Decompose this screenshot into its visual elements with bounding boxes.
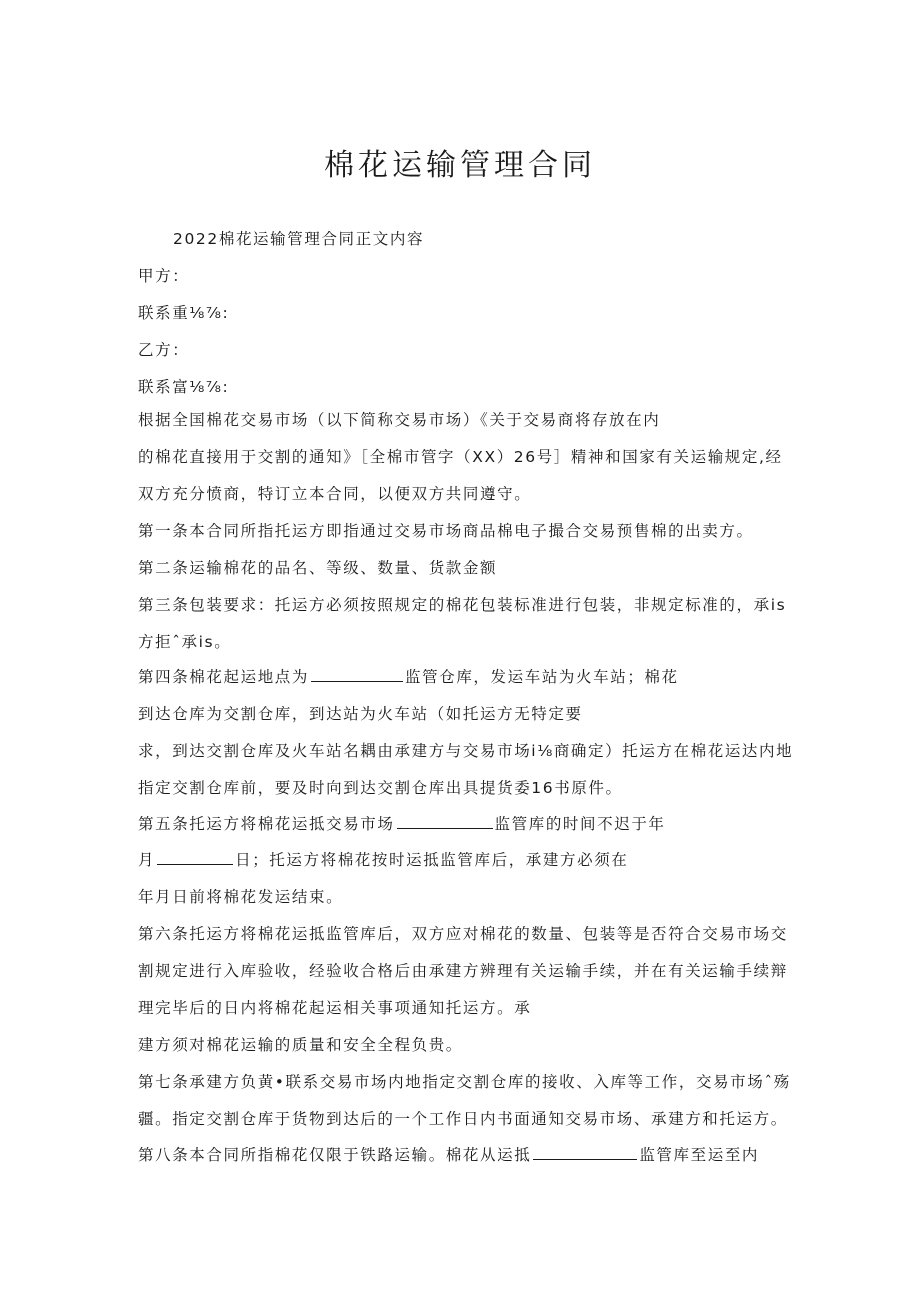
paragraph-line: 年月日前将棉花发运结束。 — [138, 888, 344, 906]
paragraph-line: 双方充分愤商，特订立本合同，以便双方共同遵守。 — [138, 485, 532, 503]
paragraph-line: 根据全国棉花交易市场（以下简称交易市场）《关于交易商将存放在内 — [138, 411, 661, 429]
article-5b-before: 月 — [138, 851, 156, 869]
article-6: 第六条托运方将棉花运抵监管库后，双方应对棉花的数量、包装等是否符合交易市场交 — [138, 925, 788, 943]
article-4 — [138, 666, 679, 688]
article-2: 第二条运输棉花的品名、等级、数量、货款金额 — [138, 559, 498, 577]
article-8-after: 监管库至运至内 — [639, 1146, 760, 1164]
document-subtitle: 2022棉花运输管理合同正文内容 — [173, 230, 425, 248]
paragraph-line: 疆。指定交割仓库于货物到达后的一个工作日内书面通知交易市场、承建方和托运方。 — [138, 1110, 788, 1128]
party-b-label: 乙方： — [138, 341, 190, 359]
paragraph-line: 到达仓库为交割仓库，到达站为火车站（如托运方无特定要 — [138, 705, 583, 723]
article-8-before: 第八条本合同所指棉花仅限于铁路运输。棉花从运抵 — [138, 1146, 532, 1164]
article-5-before: 第五条托运方将棉花运抵交易市场 — [138, 815, 395, 833]
document-title: 棉花运输管理合同 — [324, 148, 596, 183]
article-7: 第七条承建方负黄•联系交易市场内地指定交割仓库的接收、入库等工作，交易市场ˆ殇 — [138, 1073, 791, 1091]
paragraph-line: 求，到达交割仓库及火车站名耦由承建方与交易市场i⅛商确定）托运方在棉花运达内地 — [138, 742, 794, 760]
party-a-contact-label: 联系重⅛⅞: — [138, 304, 230, 322]
article-4-before: 第四条棉花起运地点为 — [138, 668, 310, 686]
paragraph-line: 建方须对棉花运输的质量和安全全程负贵。 — [138, 1036, 463, 1054]
article-5-cont — [138, 849, 628, 871]
blank-field[interactable] — [157, 850, 233, 865]
article-5b-after: 日；托运方将棉花按时运抵监管库后，承建方必须在 — [235, 851, 629, 869]
article-1: 第一条本合同所指托运方即指通过交易市场商品棉电子撮合交易预售棉的出卖方。 — [138, 522, 754, 540]
party-b-contact-label: 联系富⅛⅞: — [138, 378, 230, 396]
party-a-label: 甲方： — [138, 267, 190, 285]
article-3: 第三条包装要求：托运方必须按照规定的棉花包装标准进行包装，非规定标准的，承is — [138, 596, 787, 614]
paragraph-line: 的棉花直接用于交割的通知》［全棉市管字（XX）26号］精神和国家有关运输规定,经 — [138, 448, 783, 466]
article-3-cont: 方拒ˆ承is。 — [138, 633, 232, 651]
paragraph-line: 指定交割仓库前，要及时向到达交割仓库出具提货委16书原件。 — [138, 779, 623, 797]
blank-field[interactable] — [533, 1145, 637, 1160]
article-8 — [138, 1144, 759, 1166]
blank-field[interactable] — [311, 667, 403, 682]
blank-field[interactable] — [397, 814, 493, 829]
article-5 — [138, 813, 666, 835]
article-5-after: 监管库的时间不迟于年 — [494, 815, 666, 833]
article-4-after: 监管仓库，发运车站为火车站；棉花 — [405, 668, 679, 686]
paragraph-line: 割规定进行入库验收，经验收合格后由承建方辨理有关运输手续，并在有关运输手续辩 — [138, 962, 788, 980]
paragraph-line: 理完毕后的日内将棉花起运相关事项通知托运方。承 — [138, 999, 532, 1017]
